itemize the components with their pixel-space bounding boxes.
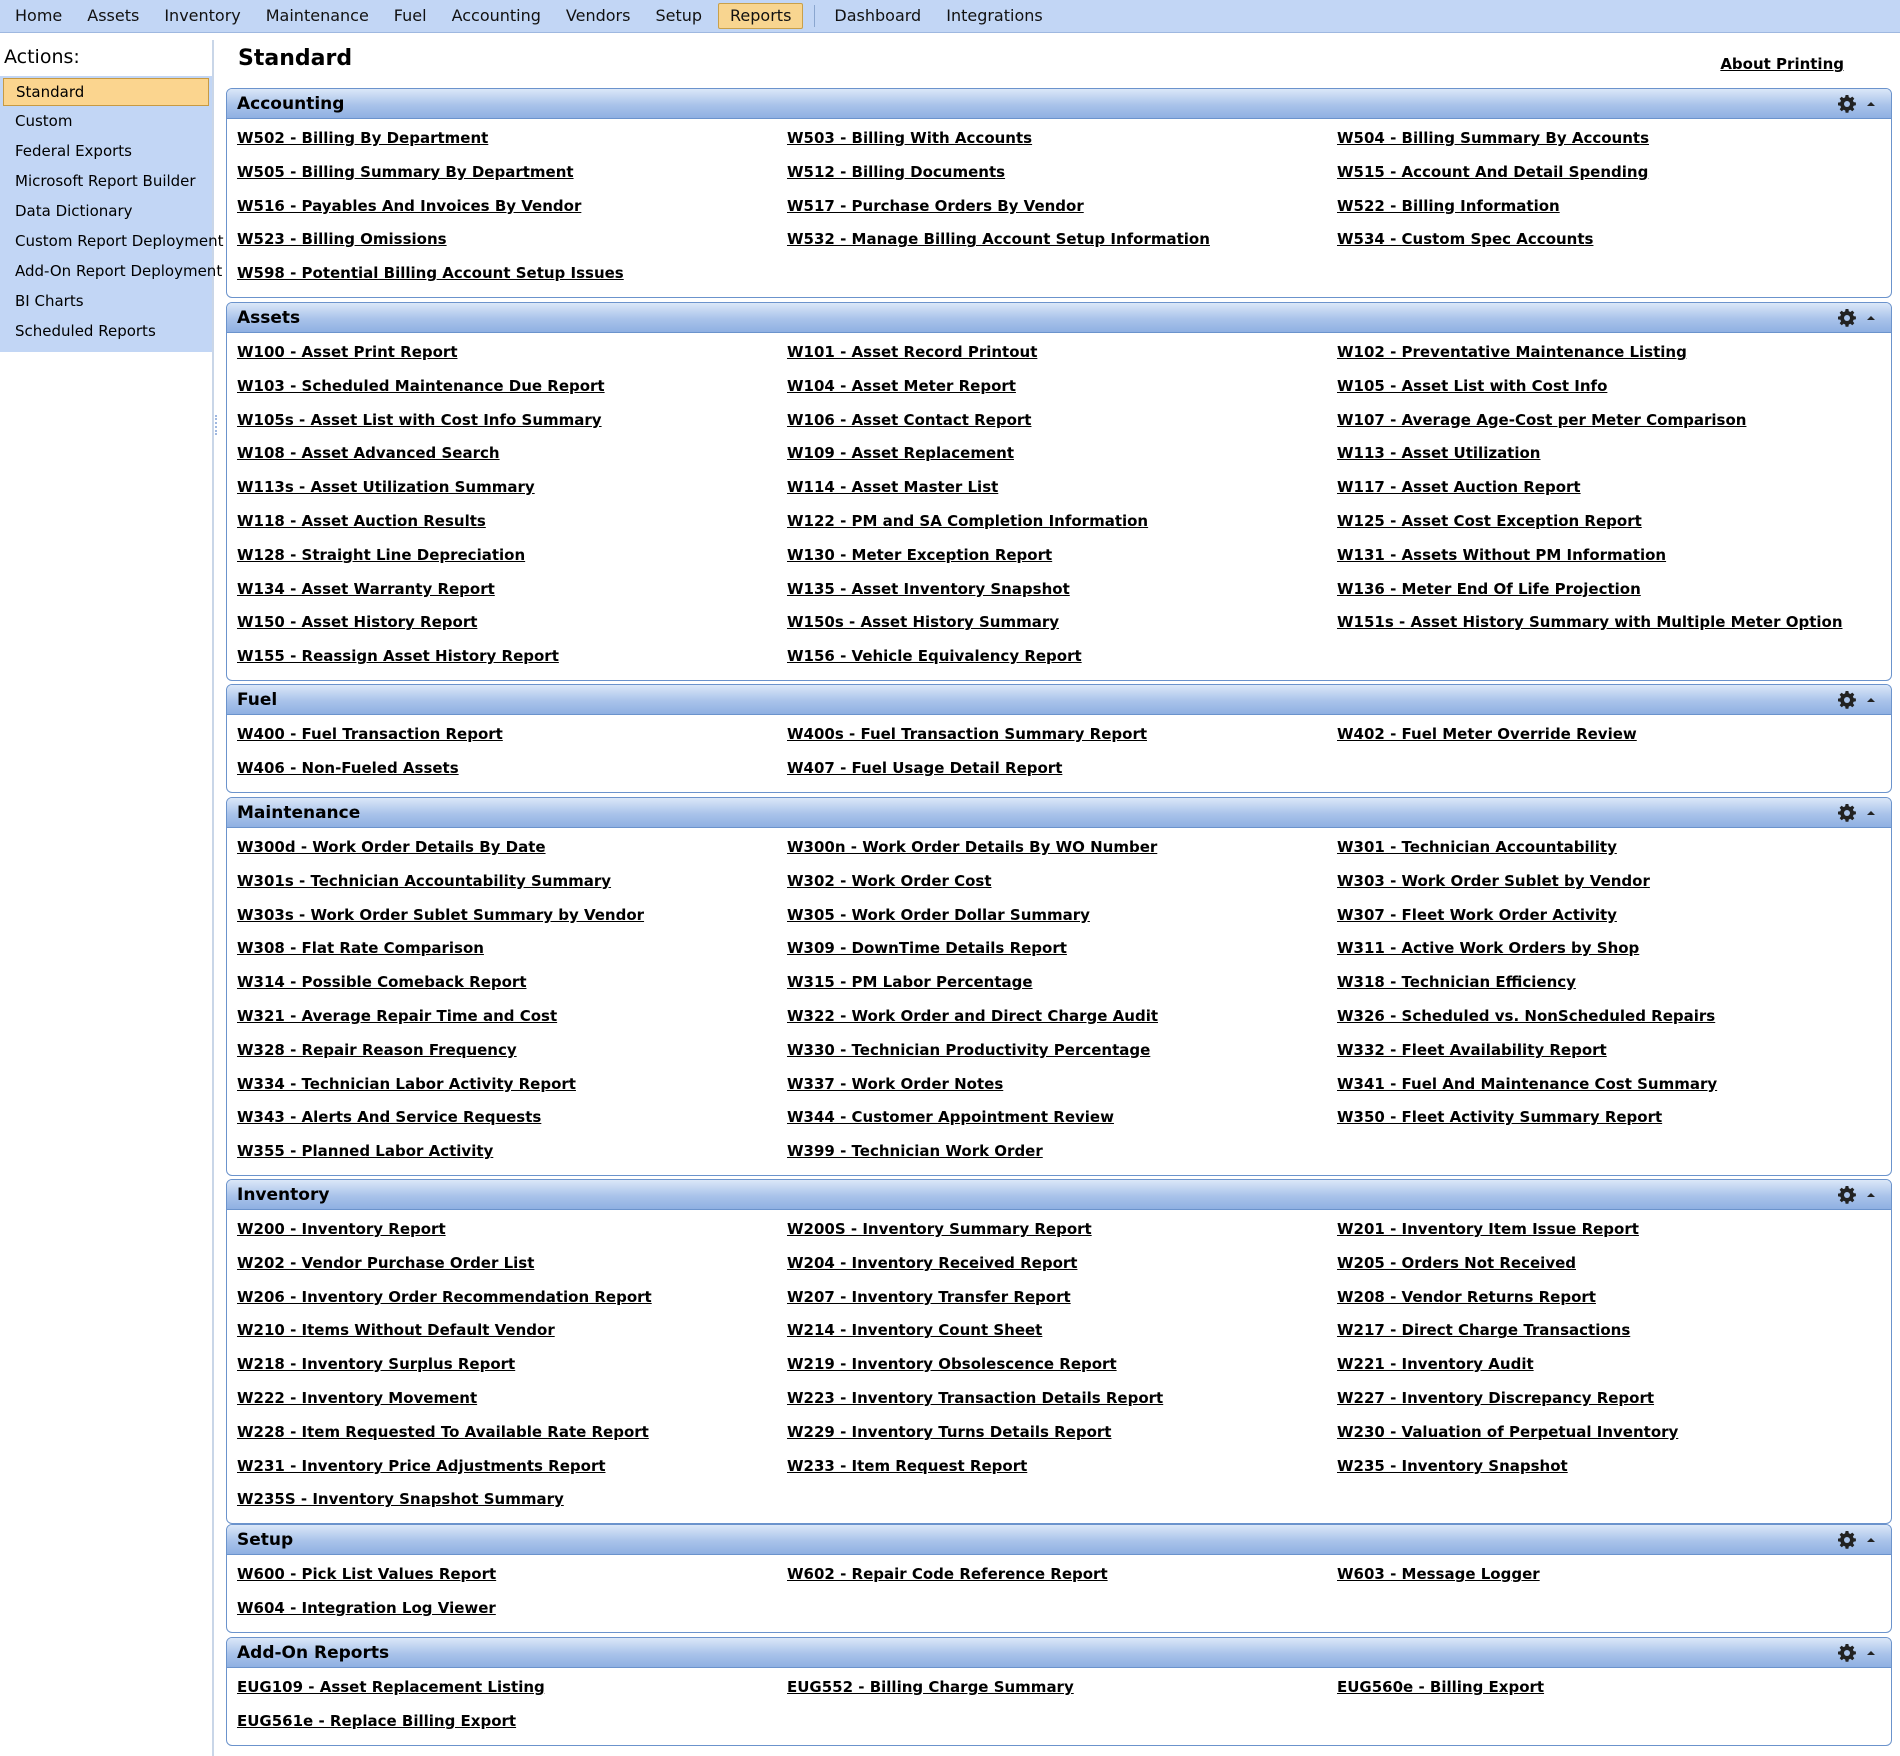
report-link[interactable]: W102 - Preventative Maintenance Listing [1337, 343, 1687, 361]
section-tools [1837, 690, 1891, 710]
section-accounting [226, 88, 1892, 298]
section-inventory [226, 1179, 1892, 1524]
actions-nav [0, 76, 224, 352]
menu-home[interactable]: Home [15, 6, 63, 25]
report-link[interactable]: W303s - Work Order Sublet Summary by Vendor [237, 905, 645, 924]
report-link[interactable]: W100 - Asset Print Report [237, 343, 458, 361]
section-tools [1837, 1530, 1891, 1550]
splitter-handle[interactable] [215, 415, 219, 435]
section-links [227, 828, 1891, 1175]
report-link[interactable]: W350 - Fleet Activity Summary Report [1337, 1108, 1663, 1127]
report-link[interactable]: EUG560e - Billing Export [1337, 1678, 1545, 1696]
report-link[interactable]: W201 - Inventory Item Issue Report [1337, 1220, 1639, 1238]
report-link[interactable]: W334 - Technician Labor Activity Report [237, 1074, 576, 1093]
report-link[interactable]: W603 - Message Logger [1337, 1565, 1540, 1583]
report-link[interactable]: EUG561e - Replace Billing Export [237, 1711, 517, 1730]
report-link[interactable]: W315 - PM Labor Percentage [787, 973, 1033, 992]
report-link[interactable]: W301 - Technician Accountability [1337, 838, 1617, 856]
report-link[interactable]: W303 - Work Order Sublet by Vendor [1337, 871, 1650, 890]
menu-maintenance[interactable]: Maintenance [265, 6, 369, 25]
report-link[interactable]: W504 - Billing Summary By Accounts [1337, 129, 1650, 147]
report-link[interactable]: W314 - Possible Comeback Report [237, 973, 527, 992]
report-link[interactable]: W207 - Inventory Transfer Report [787, 1287, 1071, 1306]
report-link[interactable]: W200 - Inventory Report [237, 1220, 446, 1238]
report-link[interactable]: W406 - Non-Fueled Assets [237, 758, 459, 777]
report-link[interactable]: W301s - Technician Accountability Summary [237, 871, 612, 890]
report-link[interactable]: W318 - Technician Efficiency [1337, 973, 1576, 992]
actions-sidebar [0, 40, 224, 1756]
report-link[interactable]: W202 - Vendor Purchase Order List [237, 1253, 535, 1272]
section-fuel [226, 684, 1892, 793]
report-link[interactable]: W598 - Potential Billing Account Setup Issues [237, 264, 624, 283]
report-link[interactable]: W156 - Vehicle Equivalency Report [787, 647, 1082, 666]
report-link[interactable]: W228 - Item Requested To Available Rate Report [237, 1422, 649, 1441]
gear-icon[interactable] [1837, 1643, 1865, 1663]
section-header [227, 89, 1891, 119]
report-link[interactable]: W101 - Asset Record Printout [787, 343, 1038, 361]
menu-inventory[interactable]: Inventory [164, 6, 241, 25]
report-link[interactable]: W117 - Asset Auction Report [1337, 478, 1581, 497]
report-link[interactable]: W114 - Asset Master List [787, 478, 999, 497]
section-add-on-reports [226, 1637, 1892, 1746]
report-link[interactable]: W106 - Asset Contact Report [787, 410, 1032, 429]
menu-reports[interactable]: Reports [718, 3, 803, 29]
report-link[interactable]: W107 - Average Age-Cost per Meter Comparison [1337, 410, 1747, 429]
report-link[interactable]: W227 - Inventory Discrepancy Report [1337, 1388, 1655, 1407]
collapse-caret-icon[interactable] [1865, 1190, 1877, 1200]
report-link[interactable]: W321 - Average Repair Time and Cost [237, 1006, 558, 1025]
report-link[interactable]: W502 - Billing By Department [237, 129, 489, 147]
report-link[interactable]: W235 - Inventory Snapshot [1337, 1456, 1568, 1475]
report-link[interactable]: W151s - Asset History Summary with Multiple Meter Option [1337, 613, 1843, 632]
report-link[interactable]: W131 - Assets Without PM Information [1337, 545, 1667, 564]
about-printing-link[interactable]: About Printing [1720, 55, 1844, 73]
section-title: Assets [237, 307, 301, 328]
report-link[interactable]: W235S - Inventory Snapshot Summary [237, 1490, 564, 1509]
section-links [227, 333, 1891, 680]
section-maintenance [226, 797, 1892, 1176]
collapse-caret-icon[interactable] [1865, 808, 1877, 818]
gear-icon[interactable] [1837, 803, 1865, 823]
collapse-caret-icon[interactable] [1865, 313, 1877, 323]
report-link[interactable]: W135 - Asset Inventory Snapshot [787, 579, 1070, 598]
report-link[interactable]: W534 - Custom Spec Accounts [1337, 230, 1594, 249]
report-link[interactable]: W400s - Fuel Transaction Summary Report [787, 725, 1148, 743]
report-link[interactable]: W229 - Inventory Turns Details Report [787, 1422, 1112, 1441]
main-content [224, 40, 1894, 1756]
report-link[interactable]: W150 - Asset History Report [237, 613, 478, 632]
report-link[interactable]: W105s - Asset List with Cost Info Summary [237, 410, 602, 429]
section-header [227, 798, 1891, 828]
report-link[interactable]: W330 - Technician Productivity Percentage [787, 1040, 1151, 1059]
report-link[interactable]: W130 - Meter Exception Report [787, 545, 1053, 564]
section-title: Inventory [237, 1184, 330, 1205]
report-link[interactable]: W113 - Asset Utilization [1337, 444, 1541, 463]
section-title: Maintenance [237, 802, 361, 823]
page-title: Standard [238, 46, 353, 71]
report-link[interactable]: W602 - Repair Code Reference Report [787, 1565, 1108, 1583]
report-link[interactable]: W230 - Valuation of Perpetual Inventory [1337, 1422, 1679, 1441]
report-link[interactable]: W302 - Work Order Cost [787, 871, 992, 890]
sidebar-item-standard[interactable]: Standard [3, 78, 209, 106]
report-link[interactable]: W155 - Reassign Asset History Report [237, 647, 559, 666]
gear-icon[interactable] [1837, 1185, 1865, 1205]
menu-dashboard[interactable]: Dashboard [834, 6, 922, 25]
menu-fuel[interactable]: Fuel [393, 6, 427, 25]
section-links [227, 715, 1891, 792]
menu-separator [814, 5, 815, 27]
sidebar-item-federal-exports[interactable]: Federal Exports [15, 142, 132, 160]
report-link[interactable]: W505 - Billing Summary By Department [237, 162, 574, 181]
report-link[interactable]: W407 - Fuel Usage Detail Report [787, 758, 1063, 777]
report-link[interactable]: W134 - Asset Warranty Report [237, 579, 495, 598]
section-header [227, 1180, 1891, 1210]
report-link[interactable]: W503 - Billing With Accounts [787, 129, 1033, 147]
report-link[interactable]: W305 - Work Order Dollar Summary [787, 905, 1090, 924]
report-link[interactable]: W341 - Fuel And Maintenance Cost Summary [1337, 1074, 1718, 1093]
menu-integrations[interactable]: Integrations [946, 6, 1043, 25]
section-header [227, 303, 1891, 333]
report-link[interactable]: W515 - Account And Detail Spending [1337, 162, 1649, 181]
report-link[interactable]: W217 - Direct Charge Transactions [1337, 1321, 1631, 1340]
report-link[interactable]: W399 - Technician Work Order [787, 1142, 1043, 1161]
report-link[interactable]: W332 - Fleet Availability Report [1337, 1040, 1607, 1059]
report-link[interactable]: W322 - Work Order and Direct Charge Audit [787, 1006, 1159, 1025]
section-header [227, 685, 1891, 715]
report-link[interactable]: W400 - Fuel Transaction Report [237, 725, 503, 743]
sidebar-item-data-dictionary[interactable]: Data Dictionary [15, 202, 133, 220]
report-link[interactable]: W516 - Payables And Invoices By Vendor [237, 196, 582, 215]
section-header [227, 1525, 1891, 1555]
report-link[interactable]: W300n - Work Order Details By WO Number [787, 838, 1158, 856]
section-tools [1837, 803, 1891, 823]
report-link[interactable]: W307 - Fleet Work Order Activity [1337, 905, 1617, 924]
report-link[interactable]: W344 - Customer Appointment Review [787, 1108, 1114, 1127]
report-link[interactable]: W136 - Meter End Of Life Projection [1337, 579, 1641, 598]
report-link[interactable]: W125 - Asset Cost Exception Report [1337, 511, 1642, 530]
report-link[interactable]: W105 - Asset List with Cost Info [1337, 376, 1608, 395]
gear-icon[interactable] [1837, 308, 1865, 328]
report-link[interactable]: W517 - Purchase Orders By Vendor [787, 196, 1084, 215]
report-link[interactable]: W128 - Straight Line Depreciation [237, 545, 526, 564]
section-header [227, 1638, 1891, 1668]
report-link[interactable]: W205 - Orders Not Received [1337, 1253, 1577, 1272]
section-setup [226, 1524, 1892, 1633]
report-link[interactable]: W122 - PM and SA Completion Information [787, 511, 1149, 530]
report-link[interactable]: W109 - Asset Replacement [787, 444, 1014, 463]
section-links [227, 1668, 1891, 1745]
report-link[interactable]: W600 - Pick List Values Report [237, 1565, 497, 1583]
report-link[interactable]: W326 - Scheduled vs. NonScheduled Repairs [1337, 1006, 1716, 1025]
report-link[interactable]: W512 - Billing Documents [787, 162, 1006, 181]
menu-accounting[interactable]: Accounting [451, 6, 541, 25]
collapse-caret-icon[interactable] [1865, 99, 1877, 109]
report-link[interactable]: W206 - Inventory Order Recommendation Report [237, 1287, 652, 1306]
actions-title: Actions: [4, 46, 80, 68]
top-menu-bar [0, 0, 1900, 33]
section-title: Fuel [237, 689, 278, 710]
report-link[interactable]: W150s - Asset History Summary [787, 613, 1060, 632]
menu-setup[interactable]: Setup [655, 6, 703, 25]
section-title: Add-On Reports [237, 1642, 390, 1663]
collapse-caret-icon[interactable] [1865, 1535, 1877, 1545]
menu-vendors[interactable]: Vendors [565, 6, 631, 25]
report-link[interactable]: W337 - Work Order Notes [787, 1074, 1004, 1093]
report-link[interactable]: W219 - Inventory Obsolescence Report [787, 1355, 1117, 1374]
report-link[interactable]: W231 - Inventory Price Adjustments Report [237, 1456, 606, 1475]
report-link[interactable]: W103 - Scheduled Maintenance Due Report [237, 376, 605, 395]
section-tools [1837, 94, 1891, 114]
report-link[interactable]: W210 - Items Without Default Vendor [237, 1321, 555, 1340]
report-link[interactable]: W223 - Inventory Transaction Details Report [787, 1388, 1164, 1407]
report-link[interactable]: W214 - Inventory Count Sheet [787, 1321, 1043, 1340]
report-link[interactable]: W523 - Billing Omissions [237, 230, 447, 249]
report-link[interactable]: W311 - Active Work Orders by Shop [1337, 939, 1640, 958]
report-link[interactable]: W218 - Inventory Surplus Report [237, 1355, 516, 1374]
section-links [227, 1555, 1891, 1632]
sidebar-item-custom-report-deployment[interactable]: Custom Report Deployment [15, 232, 224, 250]
collapse-caret-icon[interactable] [1865, 1648, 1877, 1658]
sidebar-item-add-on-report-deployment[interactable]: Add-On Report Deployment [15, 262, 223, 280]
sidebar-item-bi-charts[interactable]: BI Charts [15, 292, 84, 310]
section-tools [1837, 308, 1891, 328]
gear-icon[interactable] [1837, 690, 1865, 710]
sidebar-item-scheduled-reports[interactable]: Scheduled Reports [15, 322, 156, 340]
menu-assets[interactable]: Assets [87, 6, 140, 25]
report-link[interactable]: W343 - Alerts And Service Requests [237, 1108, 542, 1127]
section-title: Accounting [237, 93, 345, 114]
report-link[interactable]: W221 - Inventory Audit [1337, 1355, 1534, 1374]
report-link[interactable]: W308 - Flat Rate Comparison [237, 939, 484, 958]
gear-icon[interactable] [1837, 94, 1865, 114]
report-link[interactable]: W328 - Repair Reason Frequency [237, 1040, 517, 1059]
section-links [227, 119, 1891, 297]
report-link[interactable]: W522 - Billing Information [1337, 196, 1560, 215]
report-link[interactable]: W108 - Asset Advanced Search [237, 444, 500, 463]
section-tools [1837, 1643, 1891, 1663]
report-link[interactable]: W309 - DownTime Details Report [787, 939, 1067, 958]
report-link[interactable]: W204 - Inventory Received Report [787, 1253, 1078, 1272]
report-link[interactable]: W113s - Asset Utilization Summary [237, 478, 535, 497]
report-link[interactable]: W402 - Fuel Meter Override Review [1337, 725, 1637, 743]
report-link[interactable]: W604 - Integration Log Viewer [237, 1598, 496, 1617]
report-link[interactable]: W300d - Work Order Details By Date [237, 838, 546, 856]
sidebar-item-custom[interactable]: Custom [15, 112, 73, 130]
report-link[interactable]: W208 - Vendor Returns Report [1337, 1287, 1596, 1306]
report-link[interactable]: W104 - Asset Meter Report [787, 376, 1016, 395]
collapse-caret-icon[interactable] [1865, 695, 1877, 705]
report-link[interactable]: W200S - Inventory Summary Report [787, 1220, 1092, 1238]
report-link[interactable]: W532 - Manage Billing Account Setup Information [787, 230, 1210, 249]
sidebar-item-microsoft-report-builder[interactable]: Microsoft Report Builder [15, 172, 196, 190]
section-title: Setup [237, 1529, 294, 1550]
report-link[interactable]: EUG109 - Asset Replacement Listing [237, 1678, 545, 1696]
section-assets [226, 302, 1892, 681]
gear-icon[interactable] [1837, 1530, 1865, 1550]
section-tools [1837, 1185, 1891, 1205]
section-links [227, 1210, 1891, 1523]
report-link[interactable]: W222 - Inventory Movement [237, 1388, 478, 1407]
report-link[interactable]: W233 - Item Request Report [787, 1456, 1028, 1475]
report-link[interactable]: W355 - Planned Labor Activity [237, 1142, 494, 1161]
report-link[interactable]: EUG552 - Billing Charge Summary [787, 1678, 1074, 1696]
report-link[interactable]: W118 - Asset Auction Results [237, 511, 486, 530]
